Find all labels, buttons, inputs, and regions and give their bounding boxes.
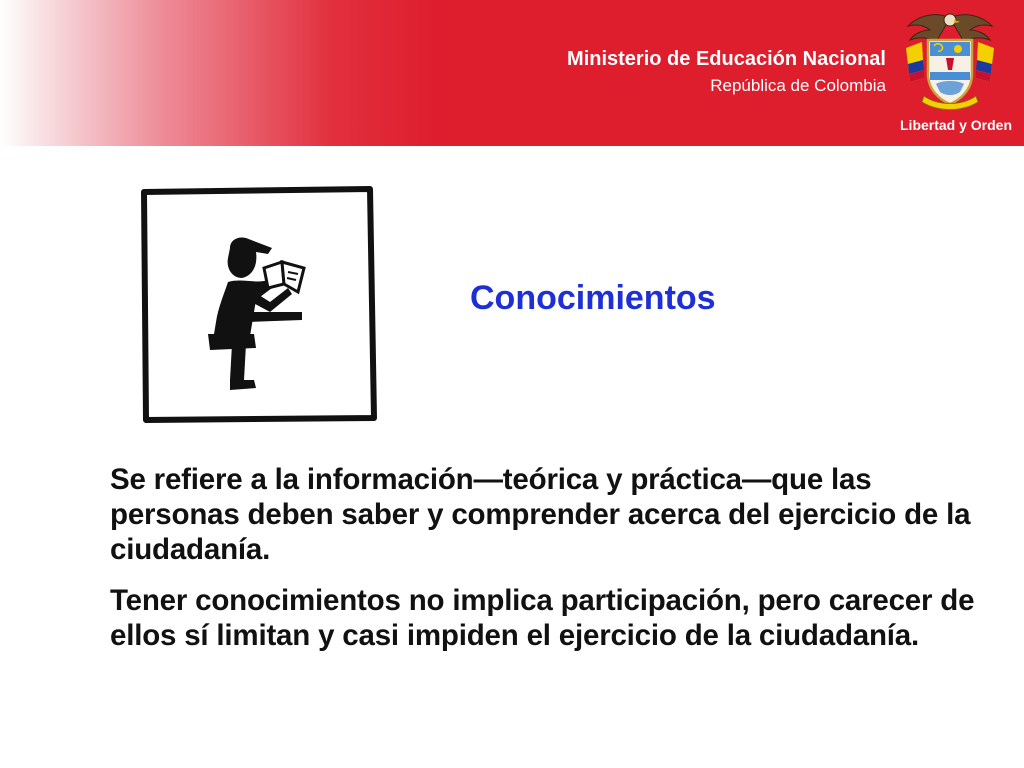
motto: Libertad y Orden (900, 117, 1013, 133)
paragraph-knowledge-definition: Se refiere a la información—teórica y práctica—que las personas deben saber y comprender acerca del ejercicio de la ciudadanía. (110, 463, 971, 566)
ministry-subtitle: República de Colombia (710, 76, 886, 95)
ministry-name: Ministerio de Educación Nacional (567, 48, 886, 70)
paragraph-knowledge-participation: Tener conocimientos no implica participación, pero carecer de ellos sí limitan y casi impiden el ejercicio de la ciudadanía. (110, 584, 975, 652)
body-paragraphs (110, 462, 980, 669)
header-band (0, 0, 1024, 146)
slide-title: Conocimientos (470, 279, 716, 317)
colombia-coat-of-arms-icon (898, 8, 1002, 110)
person-reading-book-icon (138, 184, 380, 426)
